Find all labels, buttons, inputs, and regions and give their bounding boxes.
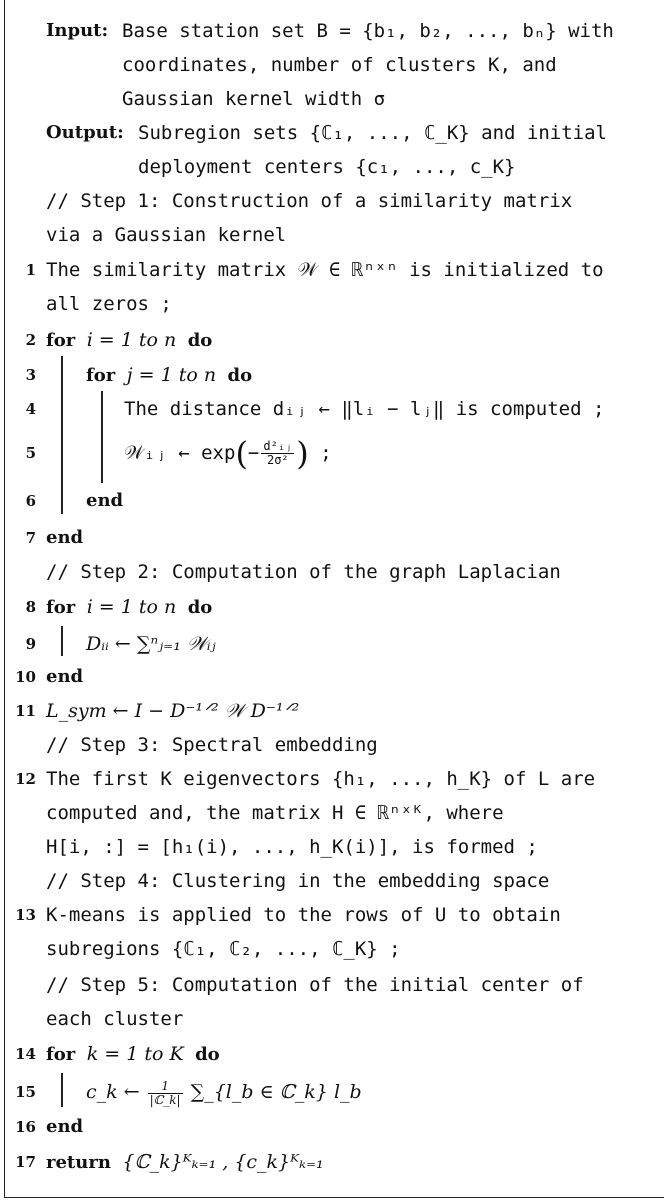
line-number-9: 9: [25, 635, 36, 653]
line12-text-2: computed and, the matrix H ∈ ℝⁿˣᴷ, where: [46, 802, 504, 824]
line13-text-2: subregions {ℂ₁, ℂ₂, ..., ℂ_K} ;: [46, 938, 401, 960]
step4-comment: // Step 4: Clustering in the embedding space: [46, 870, 550, 892]
line13-text-1: K-means is applied to the rows of U to obtain: [46, 904, 561, 926]
line12-text-1: The first K eigenvectors {h₁, ..., h_K} of L are: [46, 768, 596, 790]
step1-comment-line-2: via a Gaussian kernel: [46, 224, 287, 246]
line14-for: for k = 1 to K do: [46, 1043, 220, 1065]
line-number-17: 17: [15, 1153, 36, 1171]
line2-for: for i = 1 to n do: [46, 329, 213, 351]
line10-end: end: [46, 666, 84, 687]
line-number-3: 3: [25, 366, 36, 384]
input-line-1: Base station set B = {b₁, b₂, ..., bₙ} with: [122, 20, 614, 42]
input-label: Input:: [46, 20, 109, 41]
line-number-12: 12: [15, 770, 36, 788]
step2-comment: // Step 2: Computation of the graph Laplacian: [46, 561, 561, 583]
line-number-14: 14: [15, 1045, 36, 1063]
line17-return: return {ℂ_k}ᴷₖ₌₁ , {c_k}ᴷₖ₌₁: [46, 1151, 324, 1173]
line-number-2: 2: [25, 331, 36, 349]
line16-end: end: [46, 1116, 84, 1137]
line15-formula: c_k ← $\frac{1}{\text{|ℂ\_k|}}$ ∑_{l_b ∈ ℂ_k} l_b: [86, 1078, 362, 1107]
line9-text: Dᵢᵢ ← ∑ⁿⱼ₌₁ 𝒲ᵢⱼ: [86, 633, 216, 655]
indent-bar-for-j: [101, 391, 103, 483]
indent-bar-for-k: [61, 1073, 63, 1107]
line-number-15: 15: [15, 1083, 36, 1101]
line-number-5: 5: [25, 444, 36, 462]
line-number-1: 1: [25, 261, 36, 279]
line-number-16: 16: [15, 1118, 36, 1136]
line-number-11: 11: [15, 702, 36, 720]
line1-text-2: all zeros ;: [46, 293, 172, 315]
line5-formula: 𝒲ᵢⱼ ← exp(− $\frac{\text{d²ᵢⱼ}}{\text{2σ²}}$ ) ;: [124, 434, 332, 473]
line-number-7: 7: [25, 529, 36, 547]
line8-for: for i = 1 to n do: [46, 596, 213, 618]
line4-text: The distance dᵢⱼ ← ‖lᵢ − lⱼ‖ is computed ;: [124, 398, 605, 420]
input-line-3: Gaussian kernel width σ: [122, 88, 386, 110]
indent-bar-for-i-2: [61, 626, 63, 656]
line6-end: end: [86, 490, 124, 511]
output-line-1: Subregion sets {ℂ₁, ..., ℂ_K} and initial: [138, 122, 607, 144]
line-number-4: 4: [25, 400, 36, 418]
indent-bar-for-i: [61, 356, 63, 514]
step1-comment-line-1: // Step 1: Construction of a similarity matrix: [46, 190, 573, 212]
line3-for: for j = 1 to n do: [86, 364, 253, 386]
output-row: [0, 116, 666, 150]
line-number-13: 13: [15, 906, 36, 924]
step5-comment-line-1: // Step 5: Computation of the initial center of: [46, 974, 584, 996]
input-row: [0, 14, 666, 48]
step5-comment-line-2: each cluster: [46, 1008, 184, 1030]
line7-end: end: [46, 527, 84, 548]
line-number-6: 6: [25, 492, 36, 510]
line1-text-1: The similarity matrix 𝒲 ∈ ℝⁿˣⁿ is initialized to: [46, 259, 604, 281]
output-line-2: deployment centers {c₁, ..., c_K}: [138, 156, 516, 178]
line-number-8: 8: [25, 598, 36, 616]
line11-text: L_sym ← I − D⁻¹ᐟ² 𝒲 D⁻¹ᐟ²: [46, 700, 300, 722]
line-number-10: 10: [15, 668, 36, 686]
step3-comment: // Step 3: Spectral embedding: [46, 734, 378, 756]
output-label: Output:: [46, 122, 124, 143]
input-line-2: coordinates, number of clusters K, and: [122, 54, 557, 76]
line12-text-3: H[i, :] = [h₁(i), ..., h_K(i)], is formed ;: [46, 836, 538, 858]
